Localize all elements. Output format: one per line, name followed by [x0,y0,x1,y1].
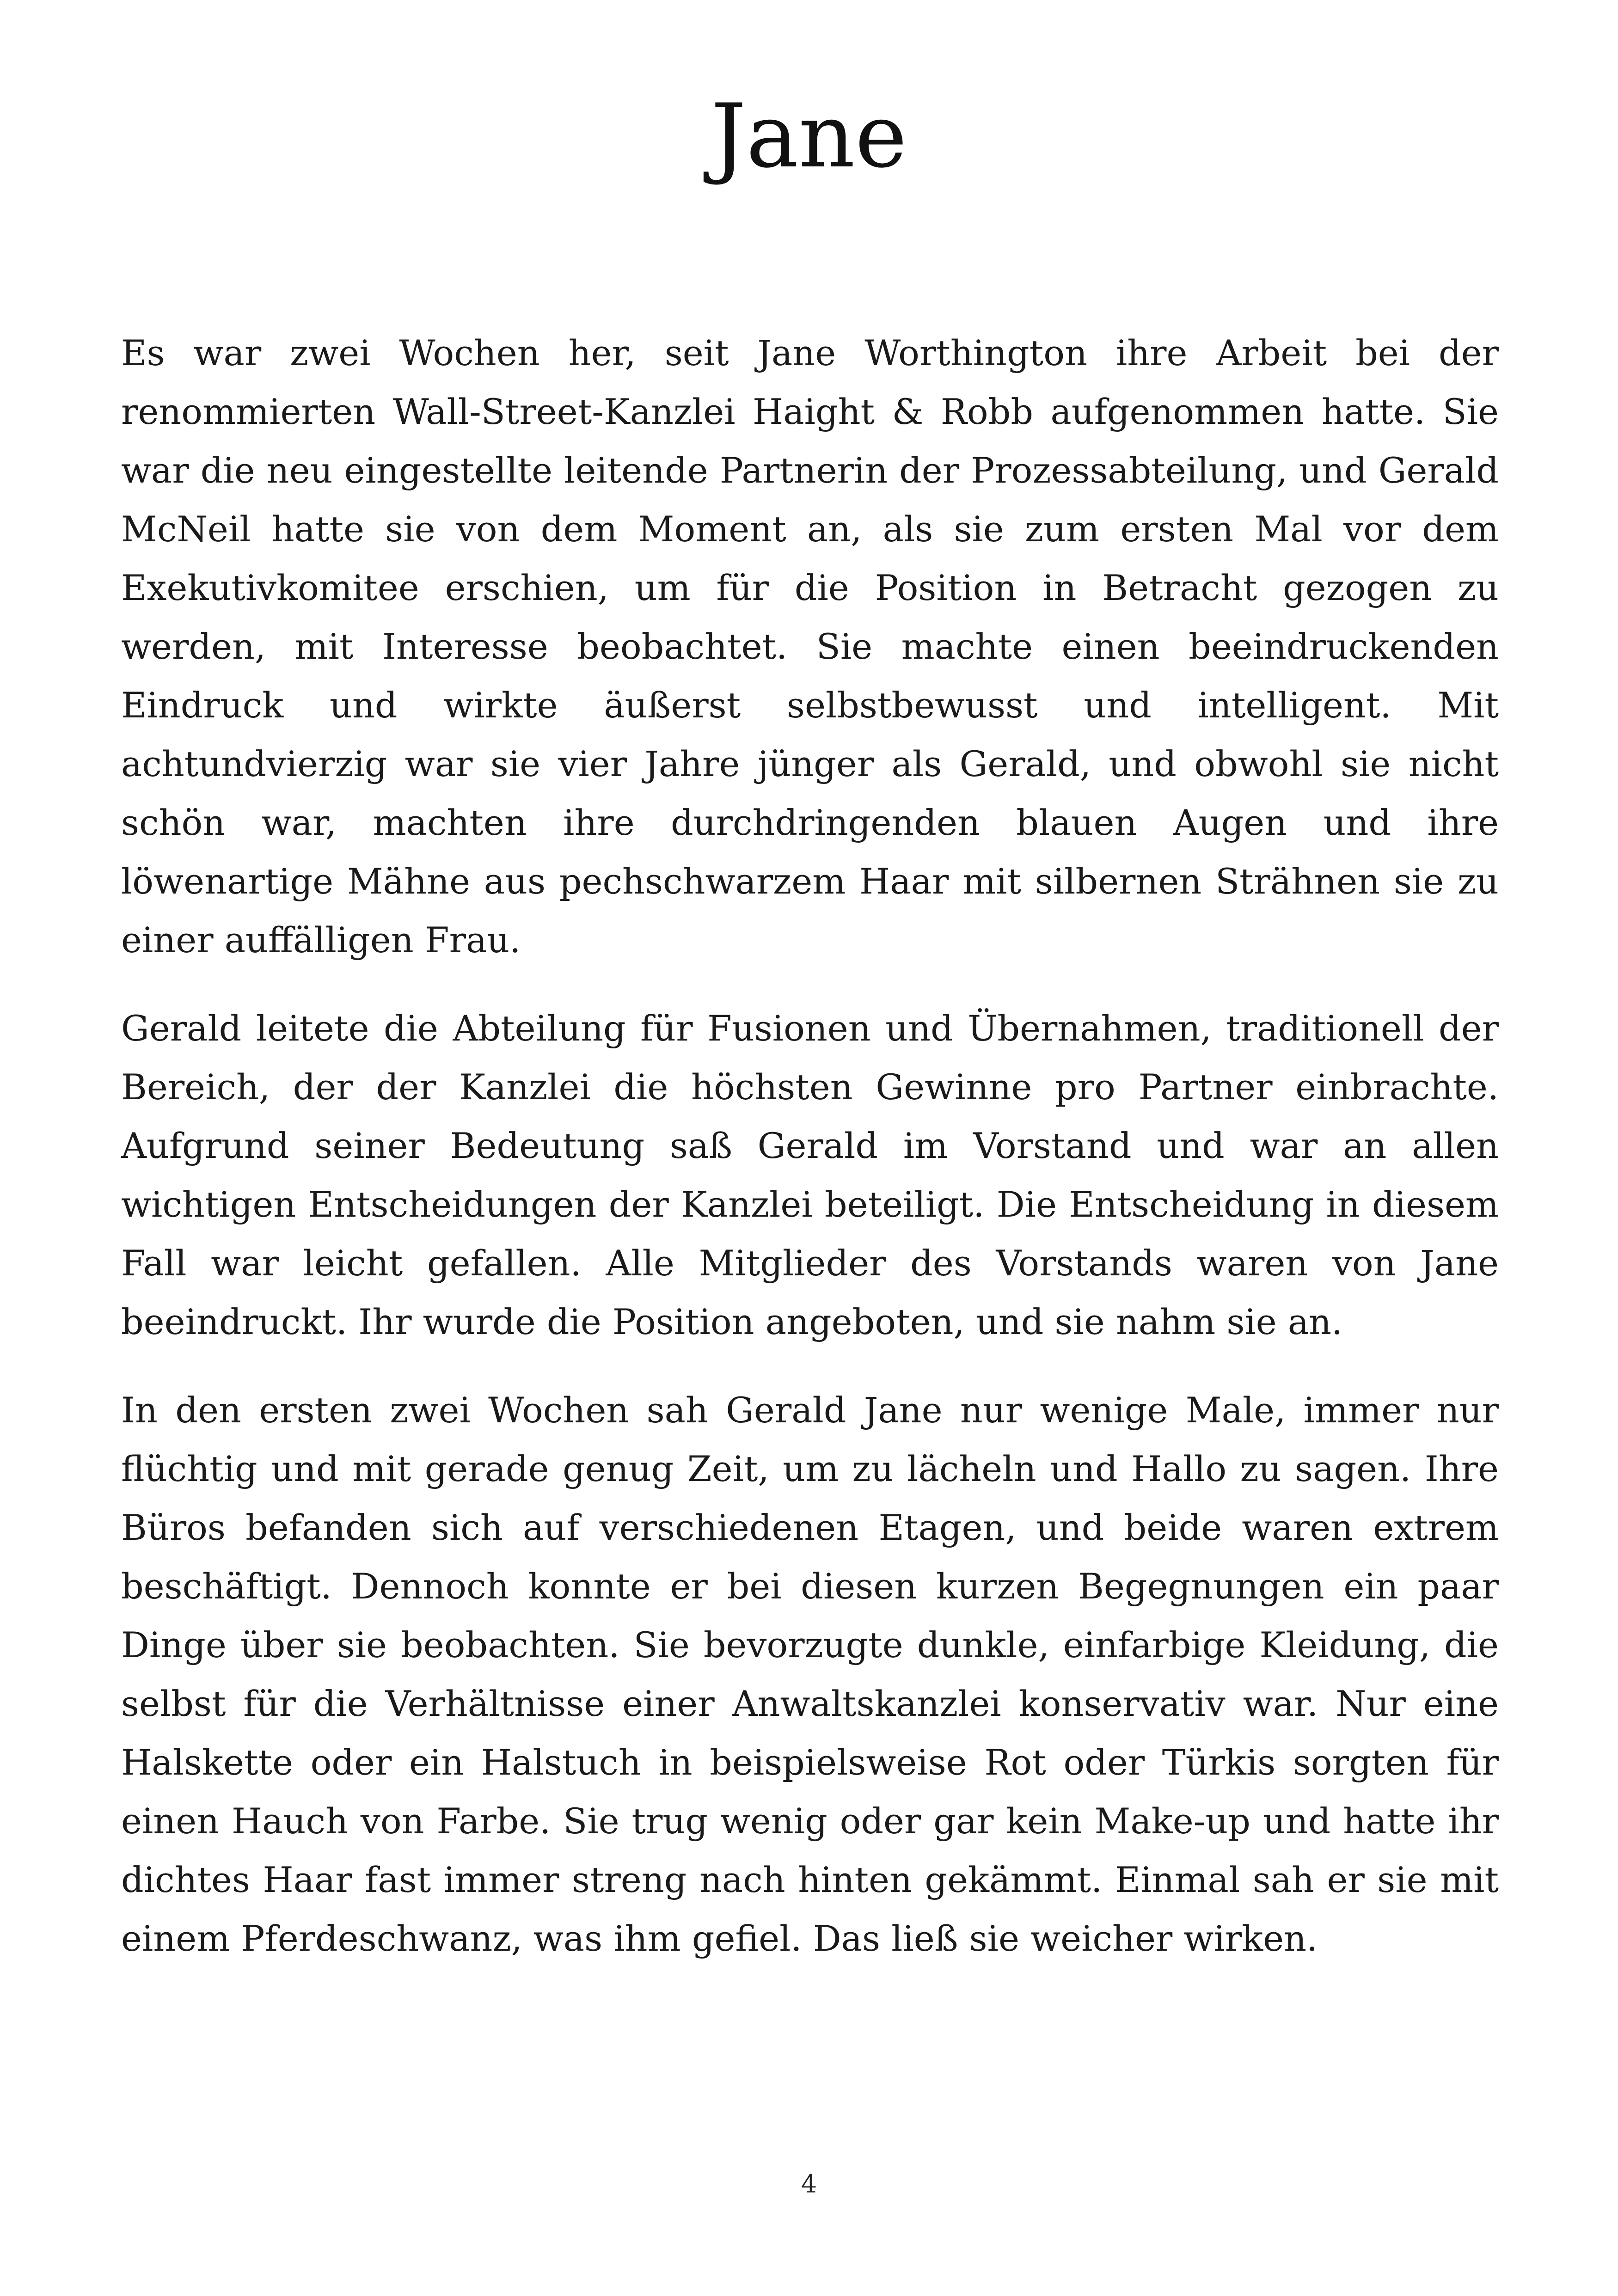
paragraph-3: In den ersten zwei Wochen sah Gerald Jane nur wenige Male, immer nur flüchtig und mit gerade genug Zeit, um zu lächeln und Hallo zu sagen. Ihre Büros befanden sich auf verschiedenen Etagen, und beide waren extrem beschäftigt. Dennoch konnte er bei diesen kurzen Begegnungen ein paar Dinge über sie beobachten. Sie bevorzugte dunkle, einfarbige Kleidung, die selbst für die Verhältnisse einer Anwaltskanzlei konservativ war. Nur eine Halskette oder ein Halstuch in beispielsweise Rot oder Türkis sorgten für einen Hauch von Farbe. Sie trug wenig oder gar kein Make-up und hatte ihr dichtes Haar fast immer streng nach hinten gekämmt. Einmal sah er sie mit einem Pferdeschwanz, was ihm gefiel. Das ließ sie weicher wirken. [121,1390,1499,1959]
chapter-title: Jane [711,85,907,187]
chapter-body [121,324,1499,1997]
paragraph-2: Gerald leitete die Abteilung für Fusionen und Übernahmen, traditionell der Bereich, der der Kanzlei die höchsten Gewinne pro Partner einbrachte. Aufgrund seiner Bedeutung saß Gerald im Vorstand und war an allen wichtigen Entscheidungen der Kanzlei beteiligt. Die Entscheidung in diesem Fall war leicht gefallen. Alle Mitglieder des Vorstands waren von Jane beeindruckt. Ihr wurde die Position angeboten, und sie nahm sie an. [121,1008,1499,1342]
page-number: 4 [801,2169,817,2198]
paragraph-1: Es war zwei Wochen her, seit Jane Worthington ihre Arbeit bei der renommierten Wall-Street-Kanzlei Haight & Robb aufgenommen hatte. Sie war die neu eingestellte leitende Partnerin der Prozessabteilung, und Gerald McNeil hatte sie von dem Moment an, als sie zum ersten Mal vor dem Exekutivkomitee erschien, um für die Position in Betracht gezogen zu werden, mit Interesse beobachtet. Sie machte einen beeindruckenden Eindruck und wirkte äußerst selbstbewusst und intelligent. Mit achtundvierzig war sie vier Jahre jünger als Gerald, und obwohl sie nicht schön war, machten ihre durchdringenden blauen Augen und ihre löwenartige Mähne aus pechschwarzem Haar mit silbernen Strähnen sie zu einer auffälligen Frau. [121,332,1499,961]
